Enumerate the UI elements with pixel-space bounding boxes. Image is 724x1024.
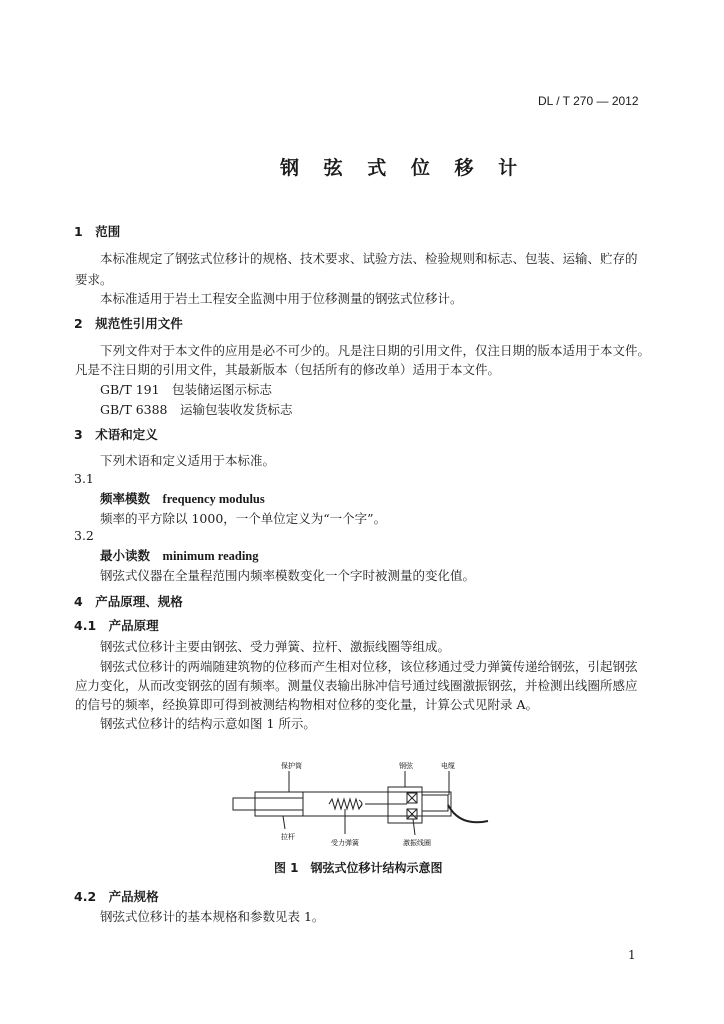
section-2-para-1: 下列文件对于本文件的应用是必不可少的。凡是注日期的引用文件，仅注日期的版本适用于本文件。 — [100, 343, 651, 358]
term-3-1-en: frequency modulus — [162, 492, 265, 506]
section-3-heading: 3 术语和定义 — [74, 427, 158, 442]
section-2-heading: 2 规范性引用文件 — [74, 316, 183, 331]
label-spring: 受力弹簧 — [331, 839, 359, 847]
section-4-2-heading: 4.2 产品规格 — [74, 889, 159, 904]
term-3-1-number: 3.1 — [74, 471, 94, 486]
term-3-2-number: 3.2 — [74, 528, 94, 543]
spring-shape — [329, 799, 362, 809]
section-1-heading: 1 范围 — [74, 224, 121, 239]
section-4-1-para-3: 钢弦式位移计的结构示意如图 1 所示。 — [100, 716, 316, 731]
pull-rod-shape — [233, 798, 303, 810]
section-3-intro: 下列术语和定义适用于本标准。 — [100, 453, 276, 468]
term-3-2-definition: 钢弦式仪器在全量程范围内频率模数变化一个字时被测量的变化值。 — [100, 568, 476, 583]
figure-caption: 图 1 钢弦式位移计结构示意图 — [274, 861, 443, 875]
term-3-2-title — [100, 546, 259, 564]
section-2-para-1-cont: 凡是不注日期的引用文件，其最新版本（包括所有的修改单）适用于本文件。 — [75, 362, 501, 377]
reference-item: GB/T 6388 运输包装收发货标志 — [100, 402, 293, 417]
term-3-2-en: minimum reading — [162, 549, 259, 563]
section-4-1-para-2c: 的信号的频率，经换算即可得到被测结构物相对位移的变化量，计算公式见附录 A。 — [75, 697, 539, 712]
end-cap-shape — [422, 795, 448, 811]
section-1-para-1: 本标准规定了钢弦式位移计的规格、技术要求、试验方法、检验规则和标志、包装、运输、贮存的 — [100, 251, 638, 266]
cable-shape — [448, 805, 488, 822]
document-title: 钢 弦 式 位 移 计 — [280, 157, 527, 179]
section-1-para-1-cont: 要求。 — [75, 272, 113, 287]
label-coil: 激振线圈 — [403, 839, 431, 847]
term-3-2-cn: 最小读数 — [100, 548, 151, 563]
reference-item: GB/T 191 包装储运图示标志 — [100, 382, 273, 397]
section-4-1-para-2a: 钢弦式位移计的两端随建筑物的位移而产生相对位移，该位移通过受力弹簧传递给钢弦，引起钢弦 — [100, 659, 638, 674]
label-steel-string: 钢弦 — [399, 762, 413, 770]
section-4-heading: 4 产品原理、规格 — [74, 594, 183, 609]
label-cable: 电缆 — [441, 762, 455, 770]
label-pull-rod: 拉杆 — [281, 833, 295, 841]
label-protective-tube: 保护筒 — [281, 762, 302, 770]
section-4-2-para-1: 钢弦式位移计的基本规格和参数见表 1。 — [100, 909, 325, 924]
term-3-1-cn: 频率模数 — [100, 491, 151, 506]
term-3-1-title — [100, 489, 265, 507]
section-4-1-para-1: 钢弦式位移计主要由钢弦、受力弹簧、拉杆、激振线圈等组成。 — [100, 639, 451, 654]
section-1-para-2: 本标准适用于岩土工程安全监测中用于位移测量的钢弦式位移计。 — [100, 291, 463, 306]
page-number: 1 — [628, 948, 636, 962]
document-id: DL / T 270 — 2012 — [538, 94, 639, 108]
section-4-1-heading: 4.1 产品原理 — [74, 618, 159, 633]
displacement-meter-diagram — [225, 755, 495, 855]
term-3-1-definition: 频率的平方除以 1000，一个单位定义为“一个字”。 — [100, 511, 387, 526]
section-4-1-para-2b: 应力变化，从而改变钢弦的固有频率。测量仪表输出脉冲信号通过线圈激振钢弦，并检测出线圈所感应 — [75, 678, 638, 693]
